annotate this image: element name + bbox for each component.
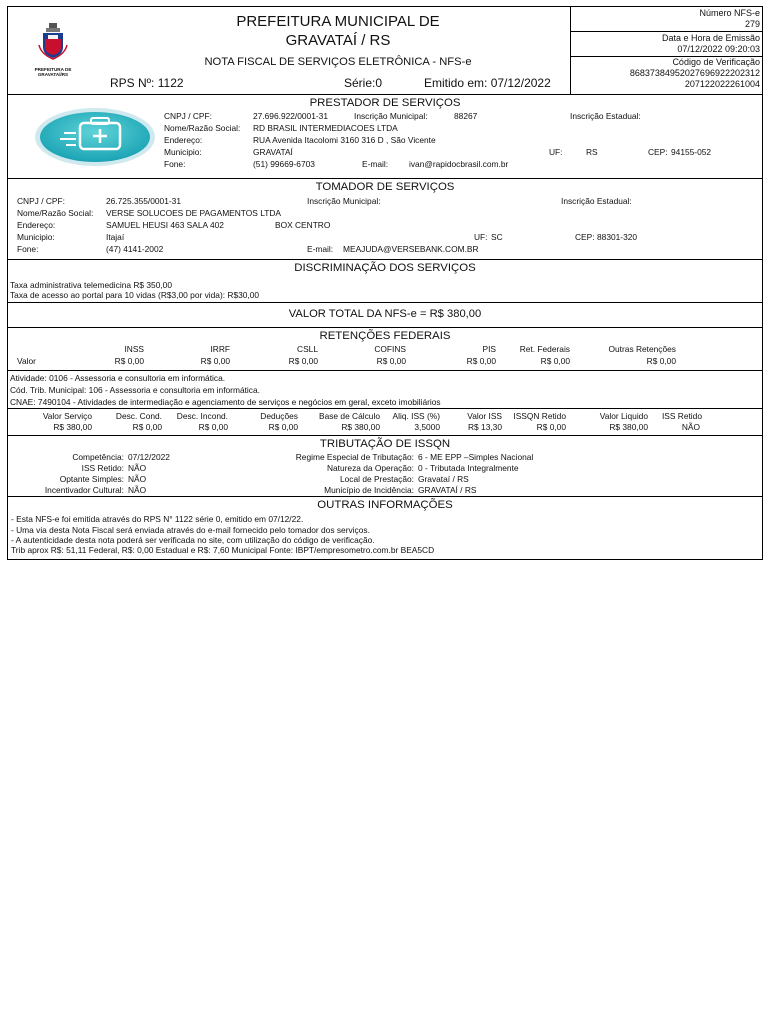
tomador-email-label: E-mail: [307,244,334,254]
valor-servico-value: R$ 380,00 [53,422,92,432]
valor-iss-header: Valor ISS [467,411,502,421]
issqn-retido-value: R$ 0,00 [536,422,566,432]
retencao-value-outras: R$ 0,00 [646,356,676,366]
prestador-nome: RD BRASIL INTERMEDIACOES LTDA [253,123,398,133]
discriminacao-section [8,260,762,303]
prestador-ie-label: Inscrição Estadual: [570,111,641,121]
valores-section [8,409,762,436]
iss-retido-value: NÃO [681,422,700,432]
valor-liquido-value: R$ 380,00 [609,422,648,432]
tomador-email: MEAJUDA@VERSEBANK.COM.BR [343,244,479,254]
prestador-im: 88267 [454,111,478,121]
prestador-fone: (51) 99669-6703 [253,159,315,169]
retencao-header-ret-federais: Ret. Federais [519,344,570,354]
nfse-info-box [570,7,763,94]
retencao-value-ret-federais: R$ 0,00 [540,356,570,366]
prestador-cnpj: 27.696.922/0001-31 [253,111,328,121]
tomador-endereco-label: Endereço: [17,220,56,230]
outras-informacoes-title: OUTRAS INFORMAÇÕES [317,499,453,511]
natureza-operacao-value: 0 - Tributada Integralmente [418,463,519,473]
atividade-section [8,371,762,409]
prestador-section [8,95,762,179]
retencoes-title: RETENÇÕES FEDERAIS [319,330,451,342]
tomador-uf-label: UF: [474,232,488,242]
tomador-complemento: BOX CENTRO [275,220,331,230]
tomador-nome: VERSE SOLUCOES DE PAGAMENTOS LTDA [106,208,281,218]
logo-text-2: GRAVATAÍ/RS [37,72,69,77]
cnae-line: CNAE: 7490104 - Atividades de intermediação e agenciamento de serviços e negócios em geral, exceto imobiliários [10,397,441,407]
discriminacao-line-1: Taxa administrativa telemedicina R$ 350,00 [10,280,173,290]
tomador-municipio: Itajaí [106,232,125,242]
data-emissao-label: Data e Hora de Emissão [661,33,760,43]
municipio-incidencia-value: GRAVATAÍ / RS [418,485,477,495]
retencao-value-pis: R$ 0,00 [466,356,496,366]
medical-kit-logo-icon [34,107,156,167]
tomador-cep-label: CEP: [575,232,595,242]
outras-line-3: - A autenticidade desta nota poderá ser verificada no site, com utilização do código de verificação. [11,535,375,545]
tributacao-section [8,436,762,497]
emitido-value: 07/12/2022 [490,76,551,90]
tomador-cep: 88301-320 [597,232,638,242]
retencoes-row-label: Valor [17,356,36,366]
retencao-header-cofins: COFINS [374,344,406,354]
local-prestacao-value: Gravataí / RS [418,474,469,484]
numero-cell [571,7,763,32]
tomador-uf: SC [491,232,503,242]
numero-value: 279 [744,19,760,29]
retencao-value-csll: R$ 0,00 [288,356,318,366]
valor-total-value: R$ 380,00 [429,308,482,320]
tributacao-title: TRIBUTAÇÃO DE ISSQN [319,438,451,450]
retencao-header-inss: INSS [124,344,144,354]
serie-label: Série: [344,76,376,90]
base-calculo-value: R$ 380,00 [341,422,380,432]
retencao-header-irrf: IRRF [210,344,230,354]
data-emissao-cell [571,32,763,57]
local-prestacao-label: Local de Prestação: [339,474,414,484]
iss-retido-header: ISS Retido [661,411,702,421]
regime-especial-value: 6 - ME EPP –Simples Nacional [418,452,534,462]
atividade-line: Atividade: 0106 - Assessoria e consultoria em informática. [10,373,226,383]
retencao-header-csll: CSLL [297,344,318,354]
desc-cond-value: R$ 0,00 [132,422,162,432]
tomador-ie-label: Inscrição Estadual: [561,196,632,206]
retencao-value-inss: R$ 0,00 [114,356,144,366]
competencia-value: 07/12/2022 [128,452,170,462]
tomador-cnpj-label: CNPJ / CPF: [17,196,65,206]
city-coat-of-arms-icon [28,21,78,61]
codigo-value-2: 207122022261004 [684,79,760,89]
tomador-endereco: SAMUEL HEUSI 463 SALA 402 [106,220,224,230]
aliq-iss-header: Aliq. ISS (%) [392,411,440,421]
page-title-line1: PREFEITURA MUNICIPAL DE [236,13,440,30]
rps-value: 1122 [157,76,184,90]
tomador-im-label: Inscrição Municipal: [307,196,381,206]
discriminacao-title: DISCRIMINAÇÃO DOS SERVIÇOS [294,262,476,274]
prestador-nome-label: Nome/Razão Social: [164,123,241,133]
outras-line-2: - Uma via desta Nota Fiscal será enviada através do e-mail fornecido pelo tomador dos serviços. [11,525,370,535]
prestador-im-label: Inscrição Municipal: [354,111,428,121]
issqn-retido-header: ISSQN Retido [513,411,566,421]
tomador-fone-label: Fone: [17,244,39,254]
page-title-line2: GRAVATAÍ / RS [285,32,391,49]
city-logo [28,21,78,81]
logo-text-1: PREFEITURA DE [34,67,72,72]
incentivador-cultural-label: Incentivador Cultural: [44,485,124,495]
retencao-header-pis: PIS [482,344,496,354]
outras-line-1: - Esta NFS-e foi emitida através do RPS N° 1122 série 0, emitido em 07/12/22. [11,514,304,524]
optante-simples-value: NÃO [128,474,147,484]
base-calculo-header: Base de Cálculo [319,411,380,421]
cod-trib-municipal-line: Cód. Trib. Municipal: 106 - Assessoria e consultoria em informática. [10,385,260,395]
valor-total-label: VALOR TOTAL DA NFS-e = [288,308,427,320]
retencao-value-cofins: R$ 0,00 [376,356,406,366]
prestador-municipio: GRAVATAÍ [253,147,293,157]
incentivador-cultural-value: NÃO [128,485,147,495]
nfse-document [7,6,763,560]
prestador-cep-label: CEP: [648,147,668,157]
prestador-endereco-label: Endereço: [164,135,203,145]
rps-number [110,76,184,90]
tomador-section [8,179,762,260]
prestador-fone-label: Fone: [164,159,186,169]
regime-especial-label: Regime Especial de Tributação: [295,452,414,462]
prestador-uf-label: UF: [549,147,563,157]
desc-cond-header: Desc. Cond. [115,411,162,421]
prestador-endereco: RUA Avenida Itacolomi 3160 316 D , São Vicente [253,135,436,145]
valor-servico-header: Valor Serviço [42,411,92,421]
valor-total [8,308,762,320]
emitido-label: Emitido em: [424,76,488,90]
discriminacao-line-2: Taxa de acesso ao portal para 10 vidas (R$3,00 por vida): R$30,00 [10,290,260,300]
valor-iss-value: R$ 13,30 [468,422,502,432]
document-subtitle: NOTA FISCAL DE SERVIÇOS ELETRÔNICA - NFS-e [204,56,472,68]
prestador-email-label: E-mail: [362,159,389,169]
outras-line-4: Trib aprox R$: 51,11 Federal, R$: 0,00 Estadual e R$: 7,60 Municipal Fonte: IBPT/empresometro.com.br BEA5CD [11,545,435,555]
retencao-header-outras: Outras Retenções [608,344,676,354]
prestador-email: ivan@rapidocbrasil.com.br [409,159,509,169]
rps-label: RPS Nº: [110,76,155,90]
deducoes-header: Deduções [260,411,298,421]
retencoes-section [8,328,762,371]
rps-serie [344,76,382,90]
deducoes-value: R$ 0,00 [268,422,298,432]
aliq-iss-value: 3,5000 [414,422,440,432]
serie-value: 0 [375,76,383,90]
tomador-cnpj: 26.725.355/0001-31 [106,196,181,206]
header-section [8,7,762,95]
tomador-nome-label: Nome/Razão Social: [17,208,94,218]
retencao-value-irrf: R$ 0,00 [200,356,230,366]
prestador-logo [34,107,156,167]
tomador-municipio-label: Municipio: [17,232,55,242]
valor-liquido-header: Valor Liquido [599,411,648,421]
prestador-municipio-label: Municipio: [164,147,202,157]
prestador-title: PRESTADOR DE SERVIÇOS [309,97,461,109]
municipio-incidencia-label: Município de Incidência: [324,485,414,495]
desc-incond-header: Desc. Incond. [176,411,228,421]
prestador-cep: 94155-052 [671,147,712,157]
iss-retido-trib-value: NÃO [128,463,147,473]
outras-informacoes-section [8,497,762,559]
tomador-fone: (47) 4141-2002 [106,244,164,254]
desc-incond-value: R$ 0,00 [198,422,228,432]
numero-label: Número NFS-e [699,8,760,18]
rps-emitted-date [424,76,551,90]
optante-simples-label: Optante Simples: [59,474,124,484]
valor-total-section [8,303,762,328]
prestador-cnpj-label: CNPJ / CPF: [164,111,212,121]
competencia-label: Competência: [72,452,124,462]
iss-retido-label: ISS Retido: [81,463,124,473]
prestador-uf: RS [586,147,598,157]
codigo-label: Código de Verificação [672,57,760,67]
codigo-value-1: 86837384952027696922202312 [629,68,760,78]
data-emissao-value: 07/12/2022 09:20:03 [677,44,760,54]
natureza-operacao-label: Natureza da Operação: [326,463,414,473]
tomador-title: TOMADOR DE SERVIÇOS [315,181,455,193]
